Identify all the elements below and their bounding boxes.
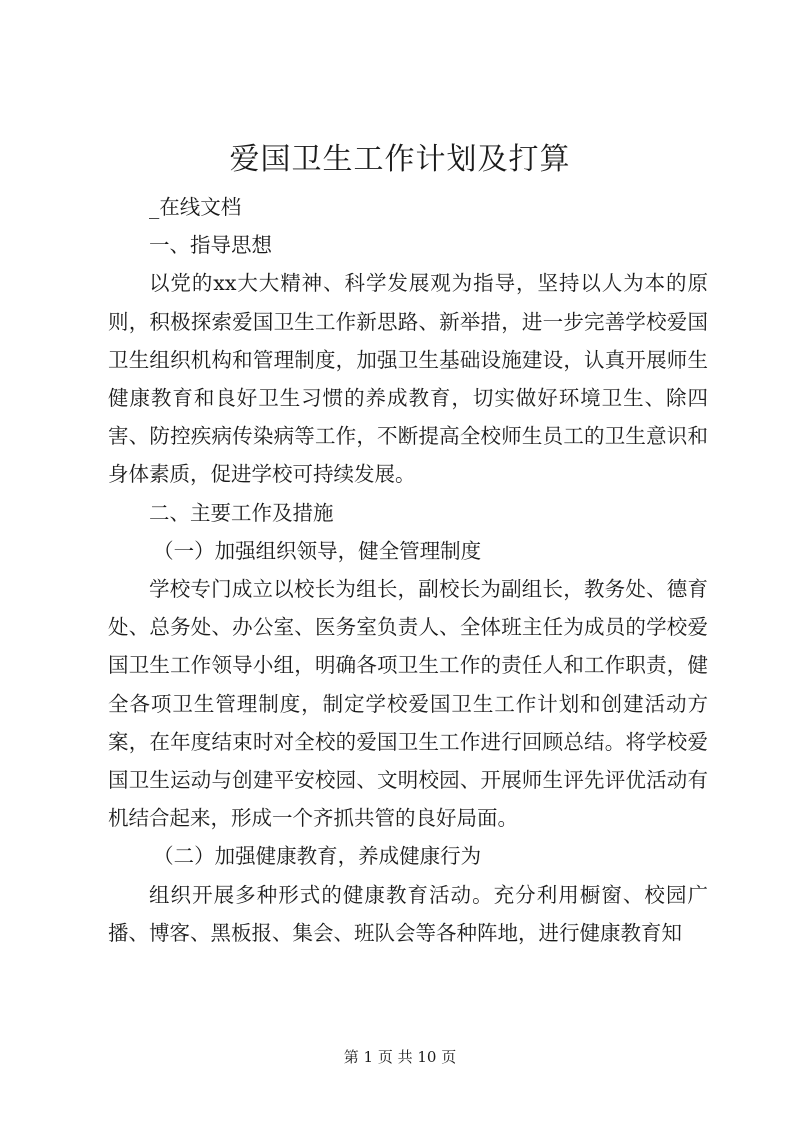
paragraph-organization: 学校专门成立以校长为组长，副校长为副组长，教务处、德育处、总务处、办公室、医务室负责人、全体班主任为成员的学校爱国卫生工作领导小组，明确各项卫生工作的责任人和工作职责，健全各项卫生管理制度，制定学校爱国卫生工作计划和创建活动方案，在年度结束时对全校的爱国卫生工作进行回顾总结。将学校爱国卫生运动与创建平安校园、文明校园、开展师生评先评优活动有机结合起来，形成一个齐抓共管的良好局面。: [108, 577, 708, 831]
subsection-heading-health-education: （二）加强健康教育，养成健康行为: [153, 844, 482, 869]
source-line: _在线文档: [149, 195, 242, 219]
document-title: 爱国卫生工作计划及打算: [229, 142, 571, 177]
paragraph-guiding-ideology: 以党的xx大大精神、科学发展观为指导，坚持以人为本的原则，积极探索爱国卫生工作新思路、新举措，进一步完善学校爱国卫生组织机构和管理制度，加强卫生基础设施建设，认真开展师生健康教育和良好卫生习惯的养成教育，切实做好环境卫生、除四害、防控疾病传染病等工作，不断提高全校师生员工的卫生意识和身体素质，促进学校可持续发展。: [108, 271, 708, 487]
document-body: [108, 188, 708, 952]
paragraph-health-education: 组织开展多种形式的健康教育活动。充分利用橱窗、校园广播、博客、黑板报、集会、班队会等各种阵地，进行健康教育知: [108, 882, 708, 945]
section-heading-main-work: 二、主要工作及措施: [149, 500, 334, 525]
section-heading-guiding-ideology: 一、指导思想: [149, 233, 272, 258]
page-number-footer: 第 1 页 共 10 页: [343, 1048, 457, 1066]
subsection-heading-organization: （一）加强组织领导，健全管理制度: [153, 538, 482, 563]
